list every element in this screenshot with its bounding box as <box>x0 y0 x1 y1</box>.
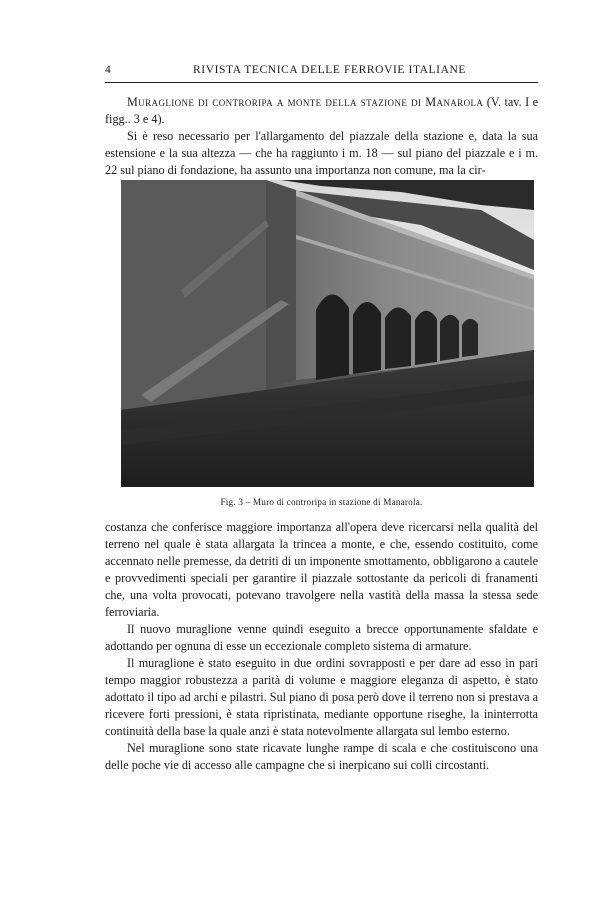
paragraph-3: Il muraglione è stato eseguito in due ordini sovrapposti e per dare ad esso in pari tempo maggior robustezza a parità di volume e maggiore eleganza di aspetto, è stato adottato il tipo ad archi e pilastri. Sul piano di posa però dove il terreno non si prestava a ricevere forti pressioni, è stata ripristinata, mediante opportune riseghe, la ininterrotta continuità della base la quale anzi è stata notevolmente allargata sul lembo esterno. <box>105 656 538 738</box>
paragraph-4: Nel muraglione sono state ricavate lunghe rampe di scala e che costituiscono una delle poche vie di accesso alle campagne che si inerpicano sui colli circostanti. <box>105 741 538 772</box>
section-heading-reference: (V. tav. I e figg.. 3 e 4). <box>105 95 538 126</box>
intro-paragraph: Si è reso necessario per l'allargamento del piazzale della stazione e, data la sua estensione e la sua altezza — che ha raggiunto i m. 18 — sul piano del piazzale e i m. 22 sul piano di fondazione, ha assunto una importanza non comune, ma la cir- <box>105 129 538 177</box>
figure-photo <box>121 180 534 487</box>
paragraph-1: costanza che conferisce maggiore importanza all'opera deve ricercarsi nella qualità del terreno nel quale è stata allargata la trincea a monte, e che, essendo costituito, come accennato nelle premesse, da detriti di un imponente smottamento, obbligarono a cautele e provvedimenti speciali per garantire il piazzale sottostante da pericoli di franamenti che, una volta provocati, potevano travolgere nella vastità della massa la stessa sede ferroviaria. <box>105 520 538 619</box>
figure-caption: Fig. 3 – Muro di controripa in stazione di Manarola. <box>220 497 423 507</box>
retaining-wall-photo <box>121 180 534 487</box>
section-heading: Muraglione di controripa a monte della stazione di Manarola <box>127 95 484 109</box>
journal-title: RIVISTA TECNICA DELLE FERROVIE ITALIANE <box>193 64 467 76</box>
paragraph-2: Il nuovo muraglione venne quindi eseguito a brecce opportunamente sfaldate e adottando per ognuna di esse un eccezionale completo sistema di armature. <box>105 622 538 653</box>
running-head <box>105 64 538 82</box>
header-rule <box>105 82 538 83</box>
section-intro <box>105 94 538 179</box>
section-heading-paragraph <box>105 94 538 128</box>
body-text <box>105 519 538 774</box>
page-number: 4 <box>105 64 112 76</box>
